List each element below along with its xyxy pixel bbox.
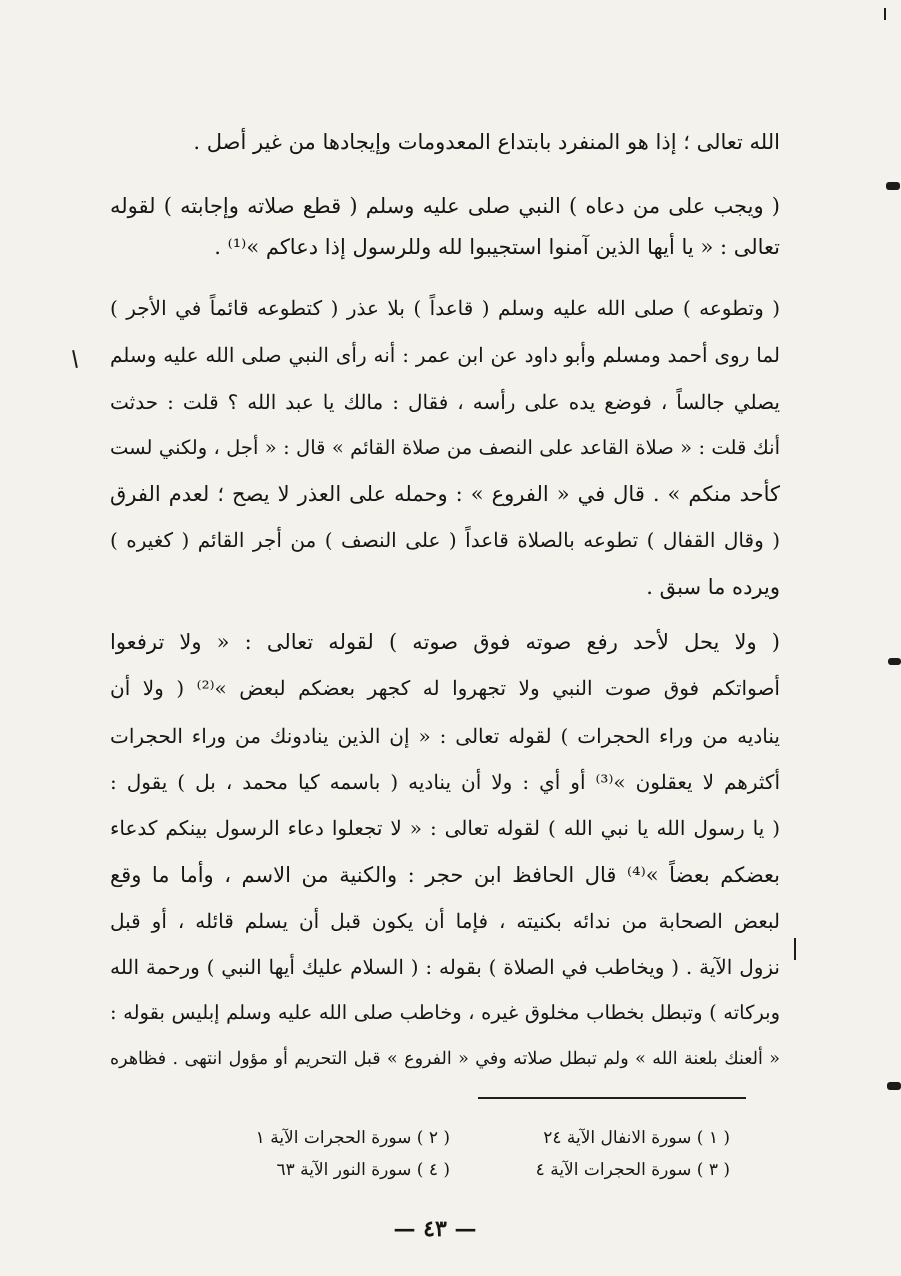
scan-mark xyxy=(888,658,901,665)
page-number: — ٤٣ — xyxy=(393,1216,477,1242)
scan-mark xyxy=(72,350,78,368)
body-line-8: كأحد منكم » . قال في « الفروع » : وحمله على العذر لا يصح ؛ لعدم الفرق xyxy=(110,482,780,506)
body-line-6: يصلي جالساً ، فوضع يده على رأسه ، فقال : مالك يا عبد الله ؟ قلت : حدثت xyxy=(110,390,780,414)
body-line-9: ( وقال القفال ) تطوعه بالصلاة قاعداً ( على النصف ) من أجر القائم ( كغيره ) xyxy=(110,528,780,552)
scan-mark xyxy=(887,1082,901,1090)
body-line-4: ( وتطوعه ) صلى الله عليه وسلم ( قاعداً ) بلا عذر ( كتطوعه قائماً في الأجر ) xyxy=(110,296,780,320)
body-line-11: ( ولا يحل لأحد رفع صوته فوق صوته ) لقوله تعالى : « ولا ترفعوا xyxy=(110,630,780,654)
body-line-19: وبركاته ) وتبطل بخطاب مخلوق غيره ، وخاطب صلى الله عليه وسلم إبليس بقوله : xyxy=(110,1001,780,1024)
footnote-4: ( ٤ ) سورة النور الآية ٦٣ xyxy=(276,1160,450,1180)
scan-mark xyxy=(794,938,796,960)
body-line-17: لبعض الصحابة من ندائه بكنيته ، فإما أن يكون قبل أن يسلم قائله ، أو قبل xyxy=(110,909,780,933)
body-line-5: لما روى أحمد ومسلم وأبو داود عن ابن عمر : أنه رأى النبي صلى الله عليه وسلم xyxy=(110,343,780,367)
body-line-14: أكثرهم لا يعقلون »⁽³⁾ أو أي : ولا أن يناديه ( باسمه كيا محمد ، بل ) يقول : xyxy=(110,770,780,794)
body-line-2: ( ويجب على من دعاه ) النبي صلى عليه وسلم ( قطع صلاته وإجابته ) لقوله xyxy=(110,194,780,218)
body-line-13: يناديه من وراء الحجرات ) لقوله تعالى : « إن الذين ينادونك من وراء الحجرات xyxy=(110,724,780,748)
body-line-12: أصواتكم فوق صوت النبي ولا تجهروا له كجهر بعضكم لبعض »⁽²⁾ ( ولا أن xyxy=(110,676,780,700)
footnote-2: ( ٢ ) سورة الحجرات الآية ١ xyxy=(255,1128,450,1148)
scan-mark xyxy=(886,182,900,190)
scan-mark xyxy=(884,8,886,20)
body-line-18: نزول الآية . ( ويخاطب في الصلاة ) بقوله : ( السلام عليك أيها النبي ) ورحمة الله xyxy=(110,955,780,979)
body-line-3: تعالى : « يا أيها الذين آمنوا استجيبوا لله وللرسول إذا دعاكم »⁽¹⁾ . xyxy=(214,235,780,259)
footnote-separator xyxy=(478,1097,746,1099)
footnote-3: ( ٣ ) سورة الحجرات الآية ٤ xyxy=(535,1160,730,1180)
body-line-15: ( يا رسول الله يا نبي الله ) لقوله تعالى : « لا تجعلوا دعاء الرسول بينكم كدعاء xyxy=(110,816,780,840)
body-line-1: الله تعالى ؛ إذا هو المنفرد بابتداع المعدومات وإيجادها من غير أصل . xyxy=(193,130,780,154)
body-line-16: بعضكم بعضاً »⁽⁴⁾ قال الحافظ ابن حجر : والكنية من الاسم ، وأما ما وقع xyxy=(110,863,780,887)
body-line-7: أنك قلت : « صلاة القاعد على النصف من صلاة القائم » قال : « أجل ، ولكني لست xyxy=(110,436,780,459)
footnote-1: ( ١ ) سورة الانفال الآية ٢٤ xyxy=(543,1128,730,1148)
body-line-20: « ألعنك بلعنة الله » ولم تبطل صلاته وفي « الفروع » قبل التحريم أو مؤول انتهى . فظاهره xyxy=(110,1049,780,1069)
body-line-10: ويرده ما سبق . xyxy=(646,575,780,599)
